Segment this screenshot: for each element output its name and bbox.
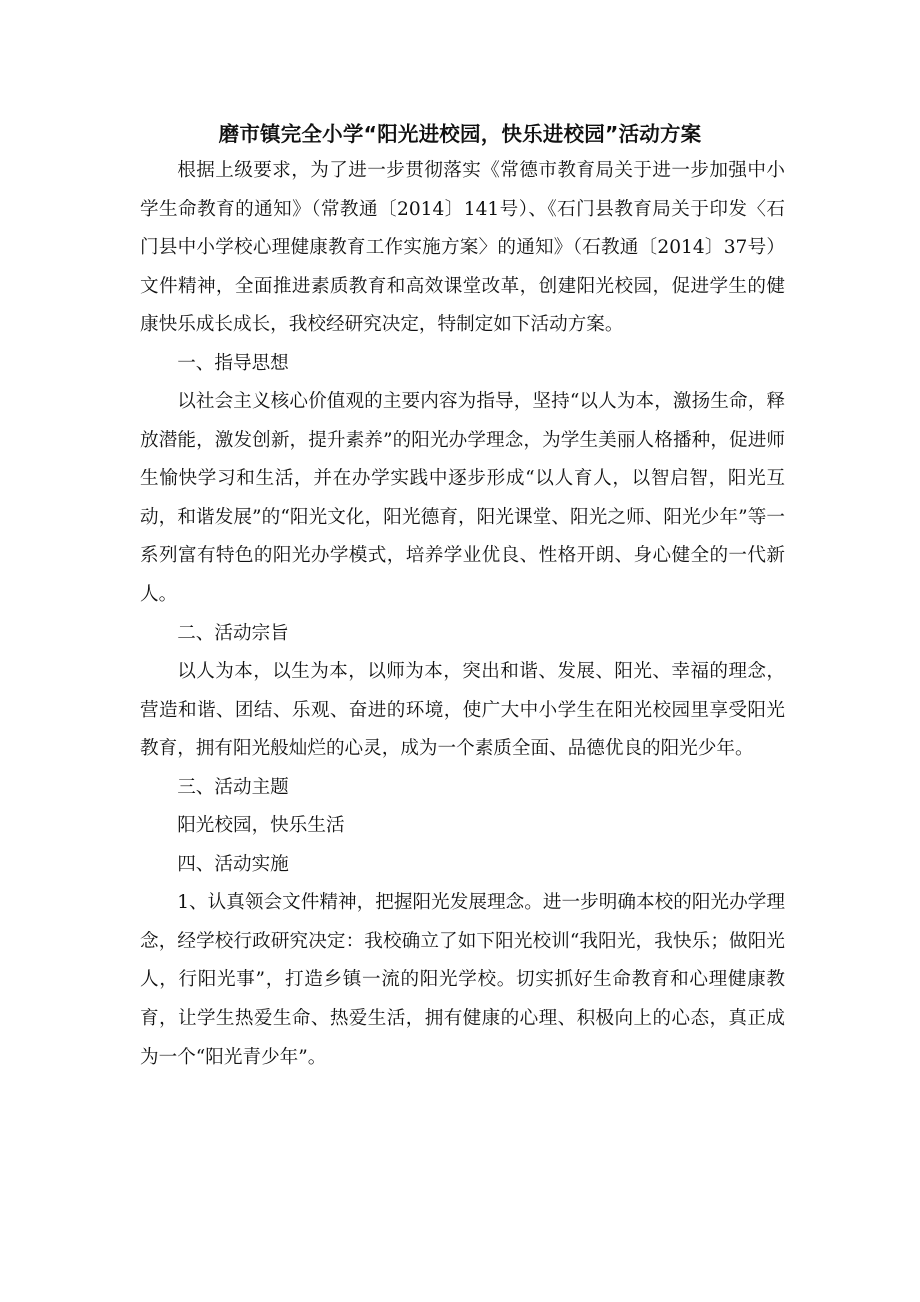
activity-theme-paragraph: 阳光校园，快乐生活 xyxy=(177,815,345,837)
section-heading-activity-theme: 三、活动主题 xyxy=(177,776,289,798)
section-heading-activity-implementation: 四、活动实施 xyxy=(177,853,289,875)
section-heading-activity-purpose: 二、活动宗旨 xyxy=(177,622,289,644)
section-heading-guiding-ideology: 一、指导思想 xyxy=(177,352,289,374)
document-body xyxy=(140,152,785,1077)
activity-purpose-paragraph: 以人为本，以生为本，以师为本，突出和谐、发展、阳光、幸福的理念，营造和谐、团结、乐观、奋进的环境，使广大中小学生在阳光校园里享受阳光教育，拥有阳光般灿烂的心灵，成为一个素质全面、品德优良的阳光少年。 xyxy=(140,661,785,760)
guiding-ideology-paragraph: 以社会主义核心价值观的主要内容为指导，坚持“以人为本，激扬生命，释放潜能，激发创新，提升素养”的阳光办学理念，为学生美丽人格播种，促进师生愉快学习和生活，并在办学实践中逐步形成“以人育人，以智启智，阳光互动，和谐发展”的“阳光文化，阳光德育，阳光课堂、阳光之师、阳光少年”等一系列富有特色的阳光办学模式，培养学业优良、性格开朗、身心健全的一代新人。 xyxy=(140,391,785,606)
implementation-item-1-paragraph: 1、认真领会文件精神，把握阳光发展理念。进一步明确本校的阳光办学理念，经学校行政研究决定：我校确立了如下阳光校训“我阳光，我快乐；做阳光人，行阳光事”，打造乡镇一流的阳光学校。切实抓好生命教育和心理健康教育，让学生热爱生命、热爱生活，拥有健康的心理、积极向上的心态，真正成为一个“阳光青少年”。 xyxy=(140,892,785,1068)
intro-paragraph: 根据上级要求，为了进一步贯彻落实《常德市教育局关于进一步加强中小学生命教育的通知》（常教通〔2014〕141号）、《石门县教育局关于印发〈石门县中小学校心理健康教育工作实施方案〉的通知》（石教通〔2014〕37号）文件精神，全面推进素质教育和高效课堂改革，创建阳光校园，促进学生的健康快乐成长成长，我校经研究决定，特制定如下活动方案。 xyxy=(140,160,785,336)
document-title: 磨市镇完全小学“阳光进校园，快乐进校园”活动方案 xyxy=(218,122,702,146)
